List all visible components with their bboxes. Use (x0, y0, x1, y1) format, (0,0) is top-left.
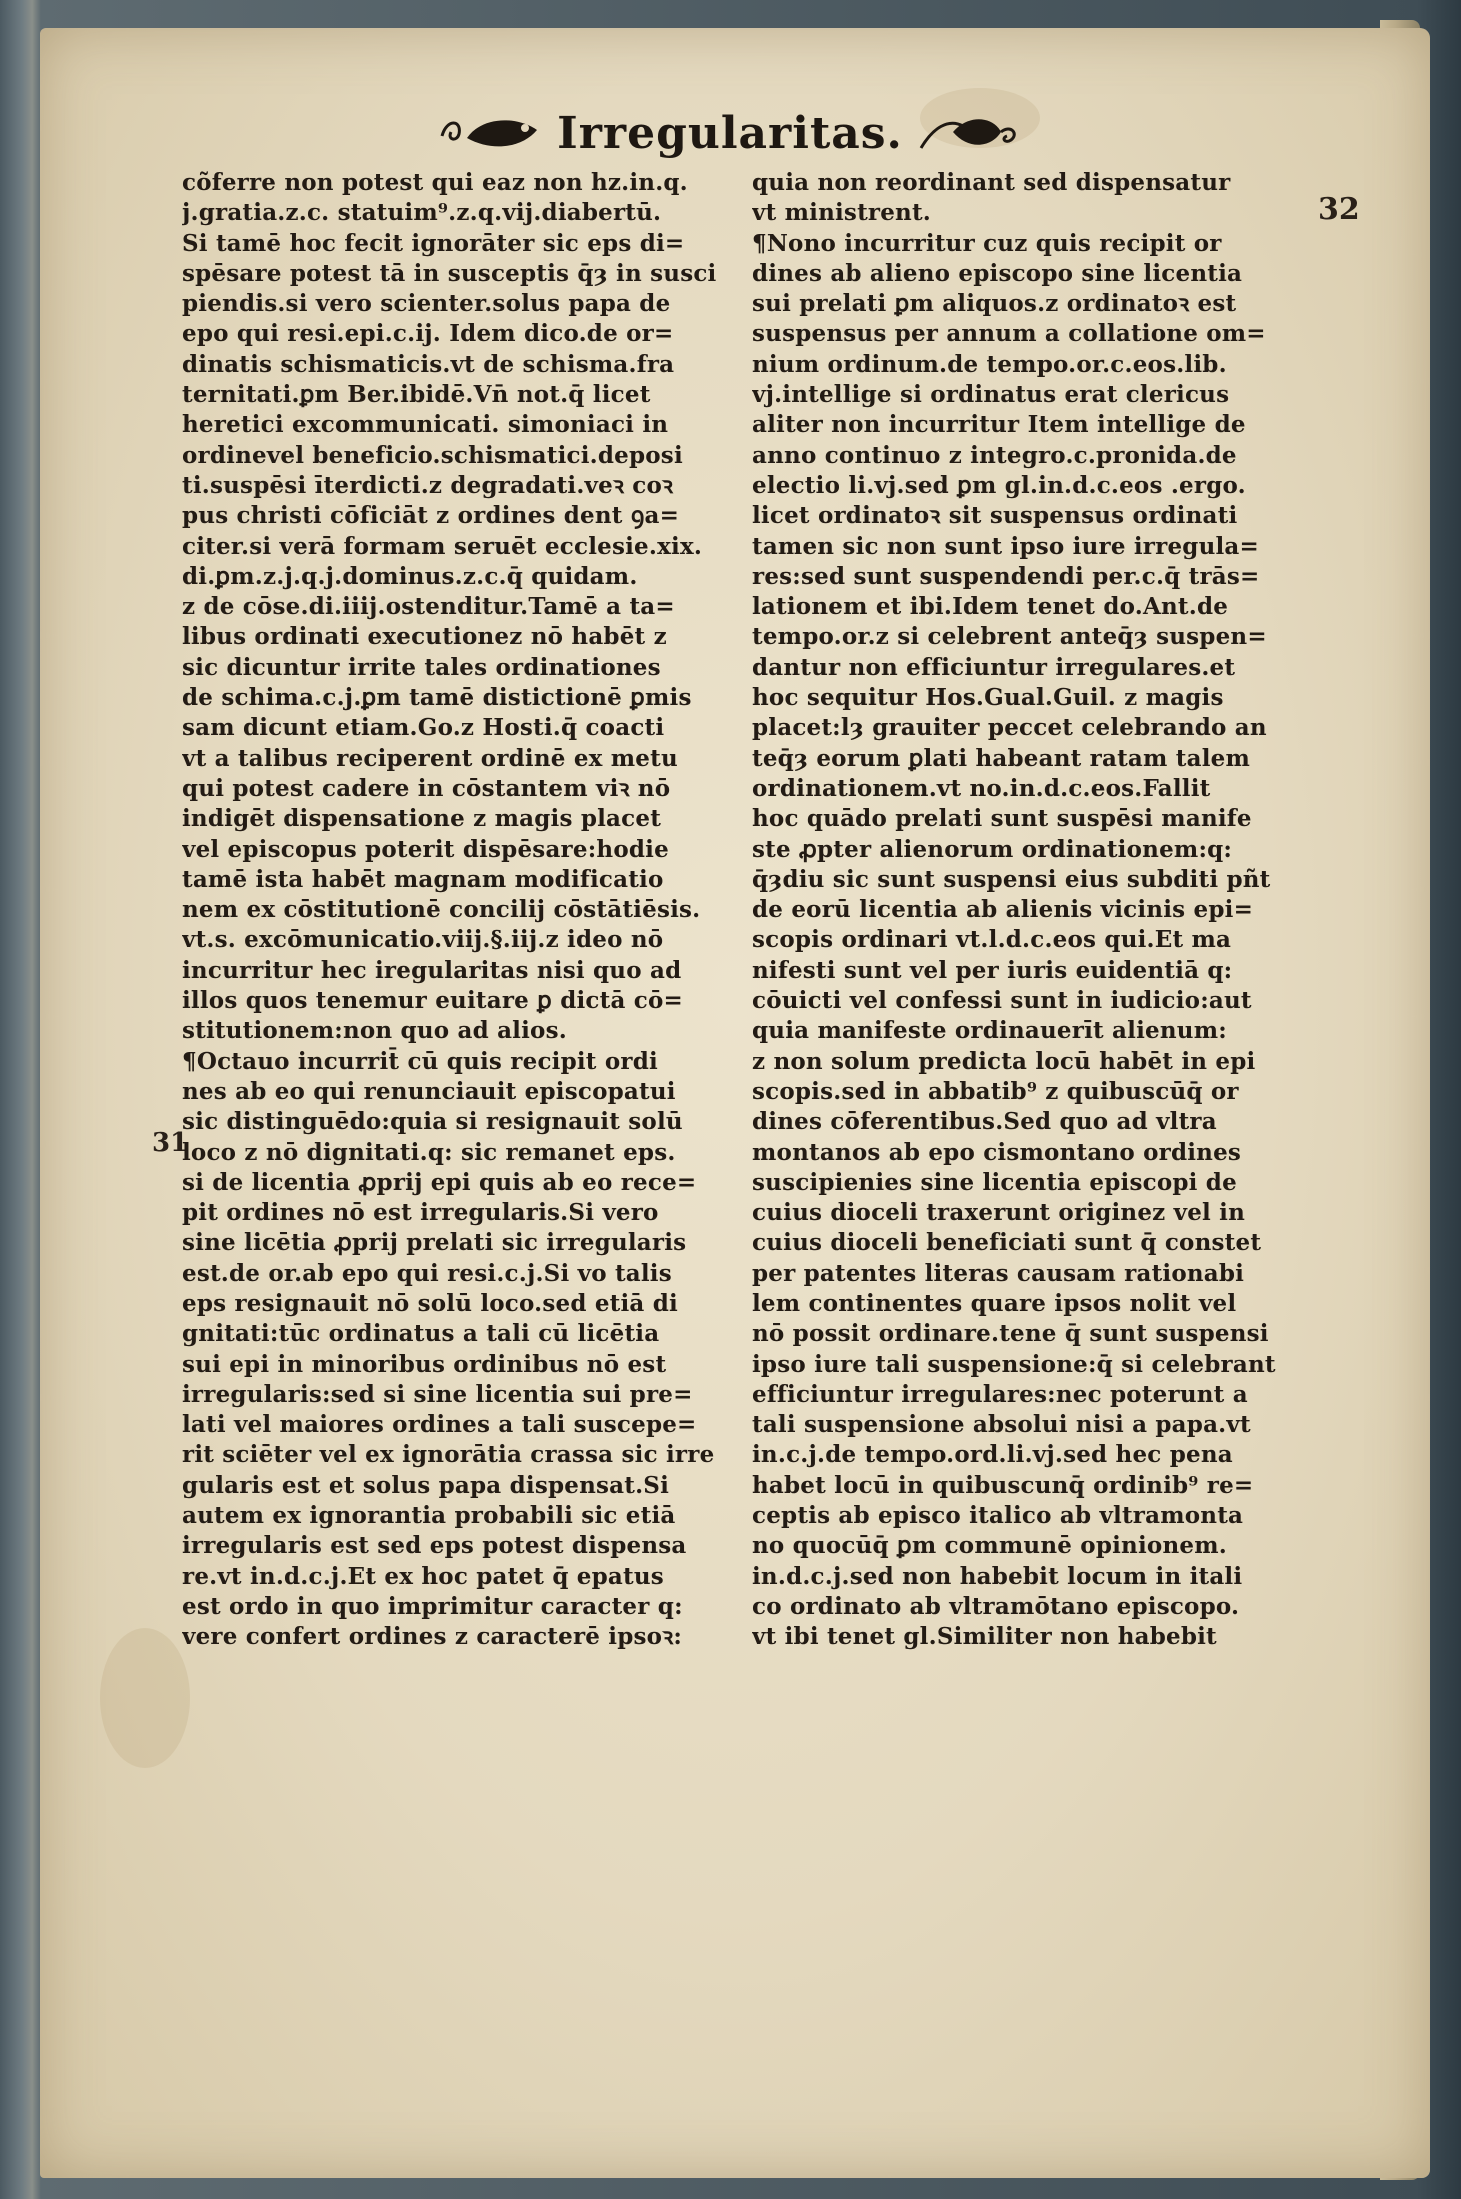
text-line: pus christi cōficiāt z ordines dent ꝯa= (182, 502, 680, 530)
text-line: de eorū licentia ab alienis vicinis epi= (752, 896, 1254, 924)
text-line: libus ordinati executionez nō habēt z (182, 623, 667, 651)
text-line: suspensus per annum a collatione om= (752, 320, 1266, 348)
text-line: tempo.or.z si celebrent anteq̄ȝ suspen= (752, 623, 1267, 651)
header-title: Irregularitas. (557, 107, 903, 159)
text-line: q̄ȝdiu sic sunt suspensi eius subditi pñt (752, 865, 1271, 893)
running-header (430, 98, 1030, 168)
text-line: electio li.vj.sed ꝑm gl.in.d.c.eos .ergo. (752, 471, 1246, 499)
text-line: ste ꝓpter alienorum ordinationem:q: (752, 835, 1233, 863)
text-line: de schima.c.j.ꝑm tamē distictionē ꝑmis (182, 684, 692, 712)
text-line: nium ordinum.de tempo.or.c.eos.lib. (752, 350, 1227, 378)
text-line: cõferre non potest qui eaz non hz.in.q. (182, 169, 688, 196)
text-line: loco z nō dignitati.q: sic remanet eps. (182, 1138, 676, 1166)
text-line: quia manifeste ordinauerīt alienum: (752, 1017, 1227, 1045)
text-line: nō possit ordinare.tene q̄ sunt suspensi (752, 1320, 1269, 1348)
text-line: vt a talibus reciperent ordinē ex metu (182, 744, 678, 772)
text-line: per patentes literas causam rationabi (752, 1259, 1245, 1287)
text-line: scopis.sed in abbatib⁹ z quibuscūq̄ or (752, 1077, 1239, 1105)
text-line: montanos ab epo cismontano ordines (752, 1138, 1242, 1166)
text-line: heretici excommunicati. simoniaci in (182, 411, 669, 439)
text-line: tali suspensione absolui nisi a papa.vt (752, 1411, 1251, 1439)
text-line: quia non reordinant sed dispensatur (752, 169, 1231, 196)
text-line: anno continuo z integro.c.pronida.de (752, 441, 1237, 469)
text-line: di.ꝑm.z.j.q.j.dominus.z.c.q̄ quidam. (182, 562, 638, 590)
text-line: stitutionem:non quo ad alios. (182, 1017, 567, 1045)
text-line: cōuicti vel confessi sunt in iudicio:aut (752, 987, 1252, 1015)
text-line: tamē ista habēt magnam modificatio (182, 865, 664, 893)
text-line: scopis ordinari vt.l.d.c.eos qui.Et ma (752, 926, 1232, 954)
text-line: ti.suspēsi īterdicti.z degradati.veꝛ coꝛ (182, 471, 674, 499)
text-line: dines ab alieno episcopo sine licentia (752, 259, 1243, 287)
text-line: aliter non incurritur Item intellige de (752, 411, 1246, 439)
text-line: incurritur hec iregularitas nisi quo ad (182, 956, 682, 984)
text-line: vere confert ordines z caracterē ipsoꝛ: (182, 1623, 683, 1651)
text-line: vt.s. excōmunicatio.viij.§.iij.z ideo nō (182, 926, 664, 954)
text-line: re.vt in.d.c.j.Et ex hoc patet q̄ epatus (182, 1562, 664, 1590)
text-line: vel episcopus poterit dispēsare:hodie (182, 835, 669, 863)
text-line: gnitati:tūc ordinatus a tali cū licētia (182, 1320, 660, 1348)
text-line: eps resignauit nō solū loco.sed etiā di (182, 1289, 678, 1317)
text-line: sic distinguēdo:quia si resignauit solū (182, 1108, 683, 1136)
text-line: nes ab eo qui renunciauit episcopatui (182, 1077, 676, 1105)
left-fleuron-icon (437, 108, 547, 158)
text-line: sic dicuntur irrite tales ordinationes (182, 653, 661, 681)
text-line: ¶Octauo incurrit̄ cū quis recipit ordi (182, 1047, 658, 1075)
text-line: pit ordines nō est irregularis.Si vero (182, 1199, 659, 1227)
text-line: in.d.c.j.sed non habebit locum in itali (752, 1562, 1243, 1590)
text-line: lati vel maiores ordines a tali suscepe= (182, 1411, 697, 1439)
text-line: lem continentes quare ipsos nolit vel (752, 1289, 1237, 1317)
text-line: suscipienies sine licentia episcopi de (752, 1168, 1237, 1196)
text-line: dines cōferentibus.Sed quo ad vltra (752, 1108, 1217, 1136)
text-line: citer.si verā formam seruēt ecclesie.xix. (182, 532, 703, 560)
text-line: spēsare potest tā in susceptis q̄ȝ in susci (182, 259, 717, 287)
margin-section-number: 31 (152, 1128, 189, 1158)
text-line: z non solum predicta locū habēt in epi (752, 1047, 1256, 1075)
text-line: si de licentia ꝓprij epi quis ab eo rece= (182, 1168, 697, 1196)
text-line: nem ex cōstitutionē concilij cōstātiēsis. (182, 896, 701, 924)
text-line: sui epi in minoribus ordinibus nō est (182, 1350, 667, 1378)
text-line: ordinationem.vt no.in.d.c.eos.Fallit (752, 774, 1211, 802)
text-line: co ordinato ab vltramōtano episcopo. (752, 1592, 1240, 1620)
folio-number: 32 (1318, 192, 1360, 227)
text-line: vt ibi tenet gl.Similiter non habebit (752, 1623, 1217, 1651)
text-line: irregularis est sed eps potest dispensa (182, 1532, 687, 1560)
text-line: ipso iure tali suspensione:q̄ si celebrant (752, 1350, 1276, 1378)
text-line: j.gratia.z.c. statuim⁹.z.q.vij.diabertū. (182, 199, 662, 227)
text-line: autem ex ignorantia probabili sic etiā (182, 1502, 676, 1530)
text-line: ceptis ab episco italico ab vltramonta (752, 1502, 1244, 1530)
text-line: sine licētia ꝓprij prelati sic irregularis (182, 1229, 687, 1257)
text-line: ¶Nono incurritur cuz quis recipit or (752, 229, 1222, 257)
text-line: dinatis schismaticis.vt de schisma.fra (182, 350, 675, 378)
text-line: tamen sic non sunt ipso iure irregula= (752, 532, 1259, 560)
text-line: qui potest cadere in cōstantem viꝛ nō (182, 774, 671, 802)
text-line: hoc sequitur Hos.Gual.Guil. z magis (752, 684, 1224, 712)
right-fleuron-icon (913, 108, 1023, 158)
text-line: ordinevel beneficio.schismatici.deposi (182, 441, 683, 469)
text-line: vt ministrent. (752, 199, 932, 227)
text-line: cuius dioceli beneficiati sunt q̄ constet (752, 1229, 1262, 1257)
text-line: cuius dioceli traxerunt originez vel in (752, 1199, 1246, 1227)
text-line: no quocūq̄ ꝑm communē opinionem. (752, 1532, 1227, 1560)
text-line: piendis.si vero scienter.solus papa de (182, 290, 671, 318)
text-line: licet ordinatoꝛ sit suspensus ordinati (752, 502, 1238, 530)
text-line: in.c.j.de tempo.ord.li.vj.sed hec pena (752, 1441, 1233, 1469)
right-text-column (752, 168, 1312, 1653)
text-line: est.de or.ab epo qui resi.c.j.Si vo talis (182, 1259, 672, 1287)
left-text-column (182, 168, 742, 1653)
text-line: est ordo in quo imprimitur caracter q: (182, 1592, 683, 1620)
text-line: nifesti sunt vel per iuris euidentiā q: (752, 956, 1233, 984)
text-line: habet locū in quibuscunq̄ ordinib⁹ re= (752, 1471, 1254, 1499)
text-line: Si tamē hoc fecit ignorāter sic eps di= (182, 229, 685, 257)
text-line: irregularis:sed si sine licentia sui pre= (182, 1380, 693, 1408)
text-line: indigēt dispensatione z magis placet (182, 805, 662, 833)
text-line: rit sciēter vel ex ignorātia crassa sic irre (182, 1441, 715, 1469)
paper-stain (100, 1628, 190, 1768)
text-line: sui prelati ꝑm aliquos.z ordinatoꝛ est (752, 290, 1237, 318)
text-line: lationem et ibi.Idem tenet do.Ant.de (752, 593, 1229, 621)
text-line: illos quos tenemur euitare ꝑ dictā cō= (182, 987, 683, 1015)
text-line: z de cōse.di.iiij.ostenditur.Tamē a ta= (182, 593, 675, 621)
text-line: teq̄ȝ eorum ꝑlati habeant ratam talem (752, 744, 1251, 772)
text-line: dantur non efficiuntur irregulares.et (752, 653, 1236, 681)
text-line: res:sed sunt suspendendi per.c.q̄ trās= (752, 562, 1260, 590)
text-line: ternitati.ꝑm Ber.ibidē.Vn̄ not.q̄ licet (182, 381, 651, 409)
text-line: sam dicunt etiam.Go.z Hosti.q̄ coacti (182, 714, 665, 742)
text-line: epo qui resi.epi.c.ij. Idem dico.de or= (182, 320, 674, 348)
text-line: placet:lȝ grauiter peccet celebrando an (752, 714, 1267, 742)
text-line: efficiuntur irregulares:nec poterunt a (752, 1380, 1248, 1408)
text-line: vj.intellige si ordinatus erat clericus (752, 381, 1230, 409)
text-line: gularis est et solus papa dispensat.Si (182, 1471, 670, 1499)
text-line: hoc quādo prelati sunt suspēsi manife (752, 805, 1252, 833)
